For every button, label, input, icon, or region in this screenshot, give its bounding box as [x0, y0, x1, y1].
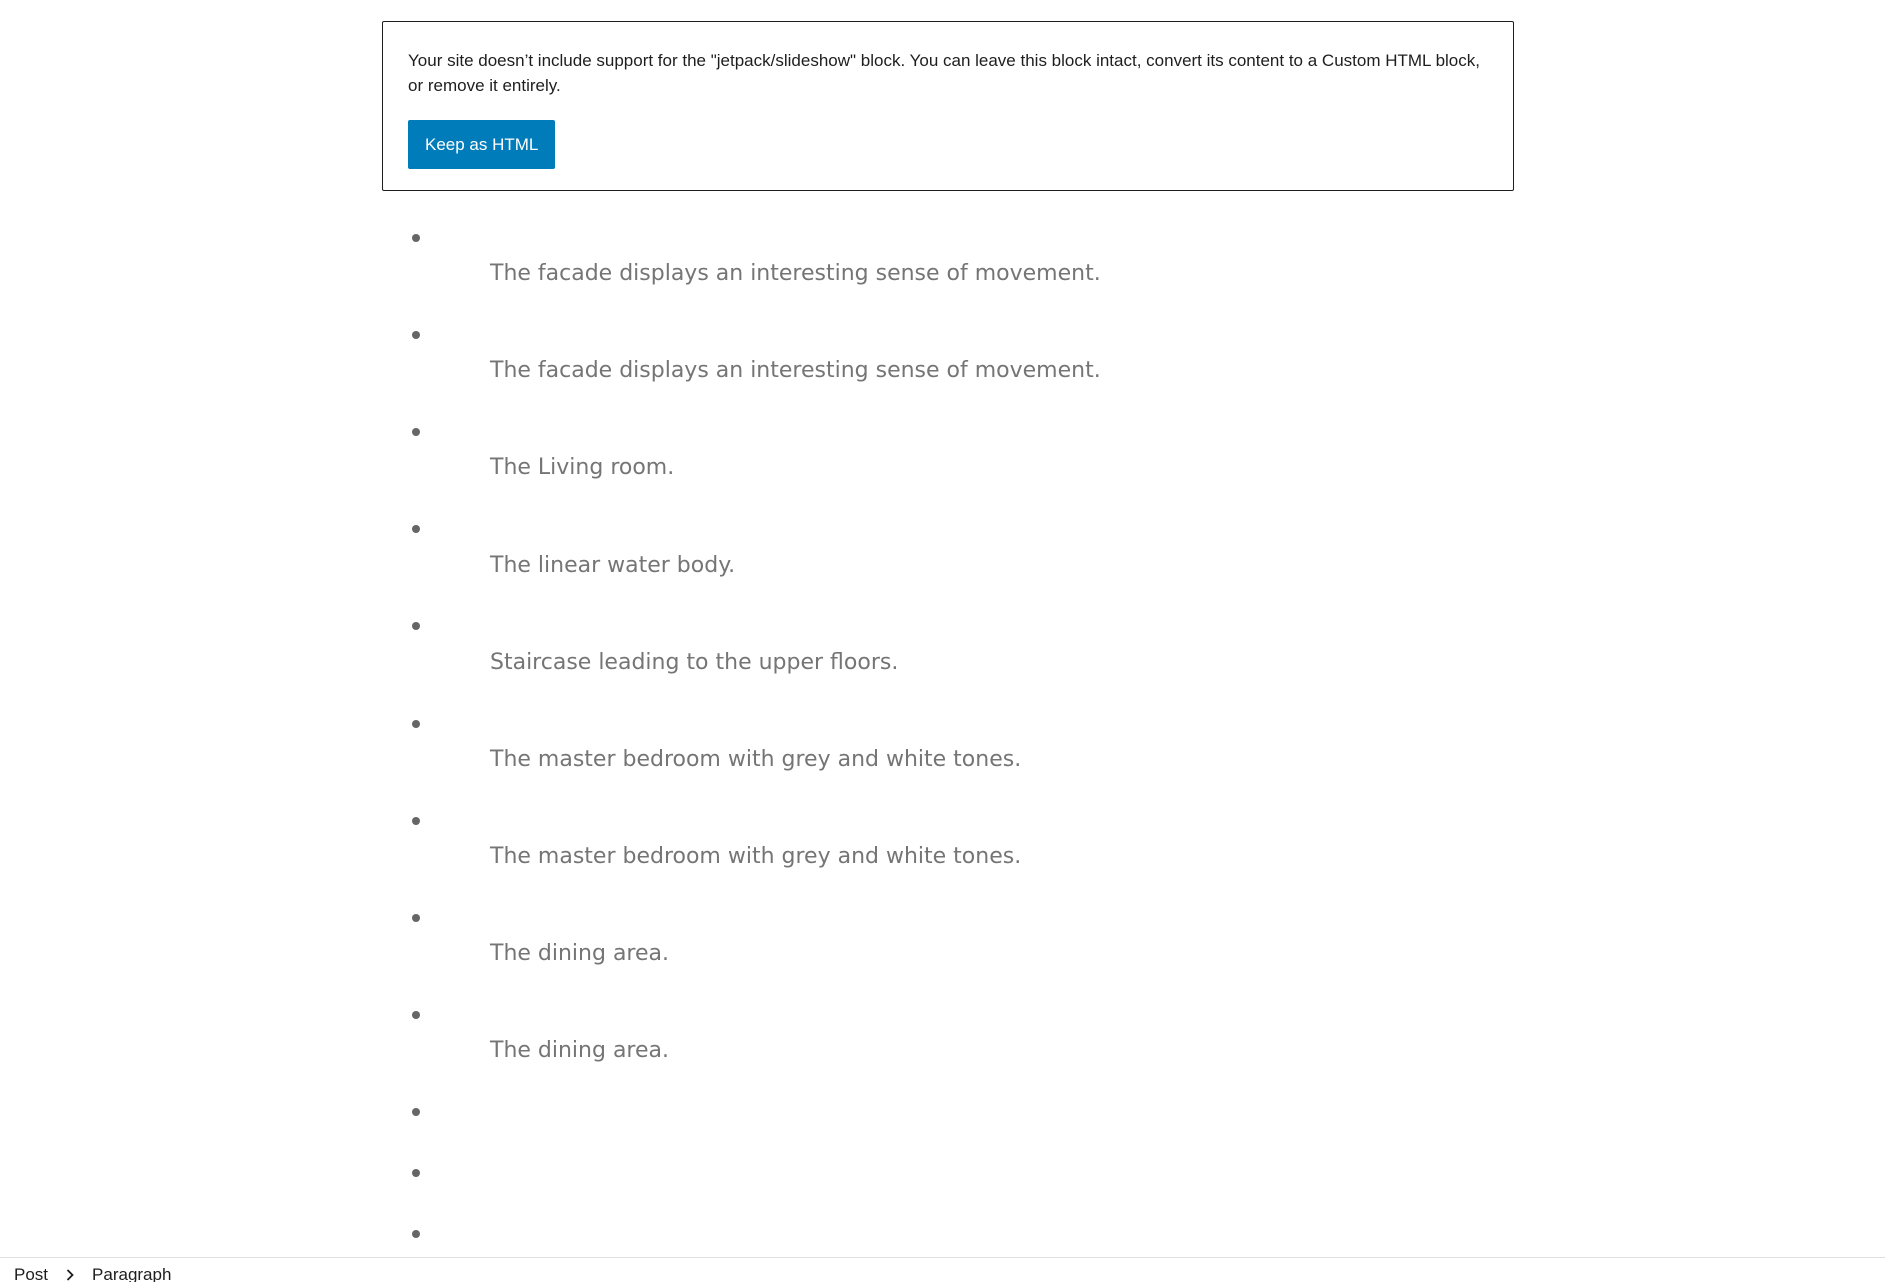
bullet-icon [412, 817, 420, 825]
keep-as-html-button[interactable]: Keep as HTML [408, 120, 555, 169]
bullet-icon [412, 1230, 420, 1238]
slide-caption[interactable]: The Living room. [490, 455, 675, 480]
slide-caption[interactable]: The master bedroom with grey and white tones. [490, 747, 1022, 772]
block-breadcrumb-bar [0, 1257, 1885, 1282]
breadcrumb [14, 1263, 171, 1282]
slide-caption[interactable]: The master bedroom with grey and white tones. [490, 844, 1022, 869]
bullet-icon [412, 428, 420, 436]
bullet-icon [412, 914, 420, 922]
bullet-icon [412, 1011, 420, 1019]
breadcrumb-item-post[interactable]: Post [14, 1265, 49, 1282]
slide-caption[interactable]: The facade displays an interesting sense of movement. [490, 261, 1101, 286]
bullet-icon [412, 1169, 420, 1177]
warning-message: Your site doesn’t include support for the "jetpack/slideshow" block. You can leave this block intact, convert its content to a Custom HTML block, or remove it entirely. [408, 51, 1480, 95]
bullet-icon [412, 331, 420, 339]
bullet-icon [412, 720, 420, 728]
chevron-right-icon [60, 1265, 80, 1282]
bullet-icon [412, 1108, 420, 1116]
slide-caption[interactable]: The dining area. [490, 941, 669, 966]
bullet-icon [412, 525, 420, 533]
unsupported-block-warning [382, 21, 1514, 191]
slide-caption[interactable]: Staircase leading to the upper floors. [490, 650, 899, 675]
slide-caption[interactable]: The dining area. [490, 1038, 669, 1063]
bullet-icon [412, 622, 420, 630]
slide-caption[interactable]: The linear water body. [490, 553, 736, 578]
bullet-icon [412, 234, 420, 242]
slide-caption[interactable]: The facade displays an interesting sense of movement. [490, 358, 1101, 383]
breadcrumb-item-paragraph[interactable]: Paragraph [92, 1265, 172, 1282]
